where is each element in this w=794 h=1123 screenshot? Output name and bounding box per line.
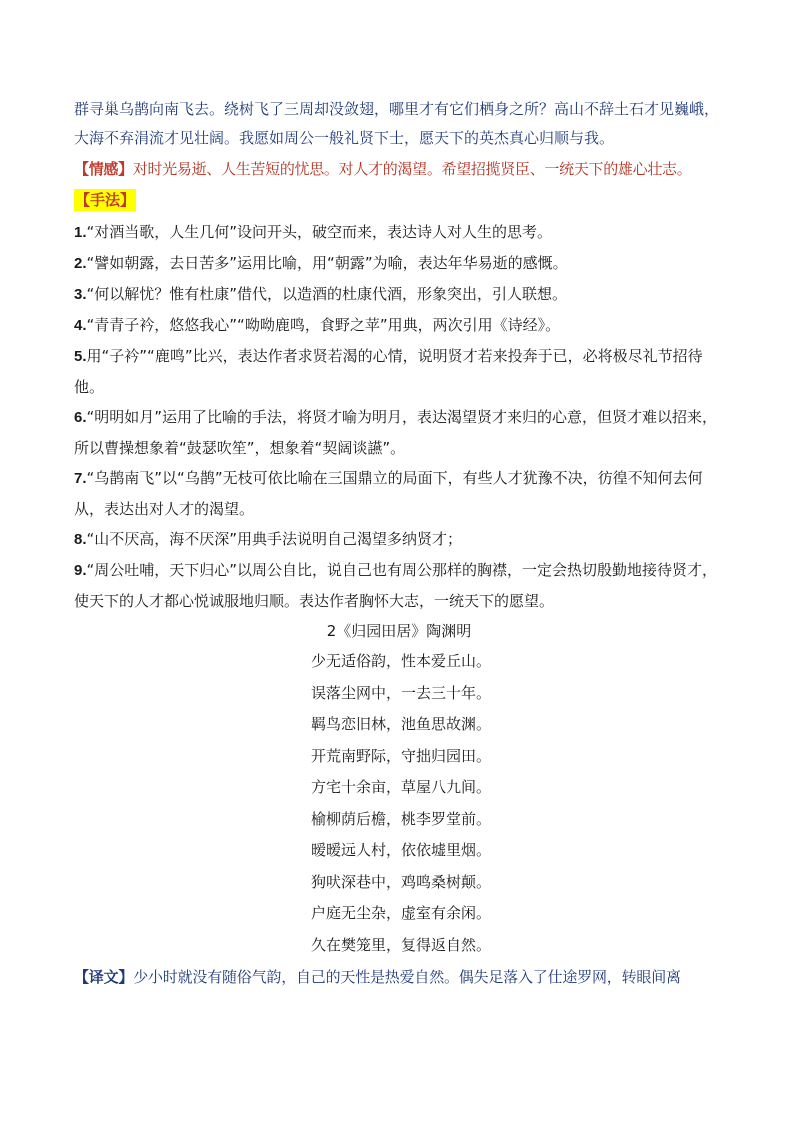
poem-line: 暧暧远人村，依依墟里烟。 bbox=[310, 841, 491, 859]
poem-lines bbox=[74, 646, 724, 961]
technique-item-number: 5. bbox=[74, 348, 87, 365]
technique-item bbox=[74, 279, 724, 310]
technique-item-number: 7. bbox=[74, 470, 87, 487]
technique-item bbox=[74, 217, 724, 248]
technique-item-number: 9. bbox=[74, 562, 87, 579]
poem-title: 2《归园田居》陶渊明 bbox=[326, 622, 472, 640]
technique-item-number: 4. bbox=[74, 317, 87, 334]
technique-section bbox=[74, 183, 724, 616]
poem-line: 羁鸟恋旧林，池鱼思故渊。 bbox=[310, 715, 491, 733]
technique-item bbox=[74, 341, 724, 402]
intro-translation-text: 群寻巢乌鹊向南飞去。绕树飞了三周却没敛翅，哪里才有它们栖身之所？高山不辞土石才见巍峨，大海不弃涓流才见壮阔。我愿如周公一般礼贤下士，愿天下的英杰真心归顺与我。 bbox=[74, 100, 720, 147]
technique-item-text: “青青子衿，悠悠我心”“呦呦鹿鸣，食野之苹”用典，两次引用《诗经》。 bbox=[86, 316, 561, 334]
technique-item bbox=[74, 524, 724, 555]
poem-line: 误落尘网中，一去三十年。 bbox=[310, 683, 491, 702]
technique-item-text: “对酒当歌，人生几何”设问开头，破空而来，表达诗人对人生的思考。 bbox=[86, 223, 553, 241]
technique-item-number: 3. bbox=[74, 286, 87, 303]
poem-section bbox=[74, 616, 724, 961]
translation-text: 少小时就没有随俗气韵，自己的天性是热爱自然。偶失足落入了仕途罗网，转眼间离 bbox=[133, 968, 681, 986]
translation-section bbox=[74, 963, 724, 992]
technique-item-text: “山不厌高，海不厌深”用典手法说明自己渴望多纳贤才； bbox=[86, 530, 463, 548]
poem-line: 少无适俗韵，性本爱丘山。 bbox=[310, 652, 491, 670]
technique-item-text: “譬如朝露，去日苦多”运用比喻，用“朝露”为喻，表达年华易逝的感慨。 bbox=[86, 254, 568, 272]
technique-list bbox=[74, 217, 724, 616]
emotion-tag: 【情感】 bbox=[74, 160, 133, 178]
poem-line: 狗吠深巷中，鸡鸣桑树颠。 bbox=[310, 872, 491, 891]
technique-item-text: “周公吐哺，天下归心”以周公自比，说自己也有周公那样的胸襟，一定会热切殷勤地接待贤才，使天下的人才都心悦诚服地归顺。表达作者胸怀大志，一统天下的愿望。 bbox=[74, 561, 718, 610]
technique-item bbox=[74, 402, 724, 463]
poem-line: 方宅十余亩，草屋八九间。 bbox=[310, 778, 491, 796]
technique-item bbox=[74, 310, 724, 341]
technique-item-number: 2. bbox=[74, 255, 87, 272]
technique-item-text: “乌鹊南飞”以“乌鹊”无枝可依比喻在三国鼎立的局面下，有些人才犹豫不决，彷徨不知何去何从，表达出对人才的渴望。 bbox=[74, 469, 703, 518]
technique-item-text: “明明如月”运用了比喻的手法，将贤才喻为明月，表达渴望贤才来归的心意，但贤才难以招来，所以曹操想象着“鼓瑟吹笙”，想象着“契阔谈讌”。 bbox=[74, 408, 718, 457]
technique-tag: 【手法】 bbox=[75, 191, 136, 209]
technique-item-text: 用“子衿”“鹿鸣”比兴，表达作者求贤若渴的心情，说明贤才若来投奔于已，必将极尽礼节招待他。 bbox=[74, 347, 703, 396]
technique-item-number: 1. bbox=[74, 224, 87, 241]
technique-item-number: 8. bbox=[74, 531, 87, 548]
emotion-text: 对时光易逝、人生苦短的忧思。对人才的渴望。希望招揽贤臣、一统天下的雄心壮志。 bbox=[132, 160, 692, 178]
translation-tag: 【译文】 bbox=[74, 968, 134, 986]
poem-line: 榆柳荫后檐，桃李罗堂前。 bbox=[310, 809, 491, 828]
technique-item bbox=[74, 463, 724, 524]
technique-item bbox=[74, 248, 724, 279]
poem-line: 开荒南野际，守拙归园田。 bbox=[310, 746, 491, 765]
poem-line: 久在樊笼里，复得返自然。 bbox=[310, 935, 491, 954]
technique-item bbox=[74, 555, 724, 616]
document-content bbox=[74, 95, 724, 992]
technique-item-number: 6. bbox=[74, 409, 87, 426]
emotion-section bbox=[74, 155, 724, 183]
poem-line: 户庭无尘杂，虚室有余闲。 bbox=[310, 904, 491, 922]
technique-item-text: “何以解忧？惟有杜康”借代，以造酒的杜康代酒，形象突出，引人联想。 bbox=[86, 285, 568, 303]
